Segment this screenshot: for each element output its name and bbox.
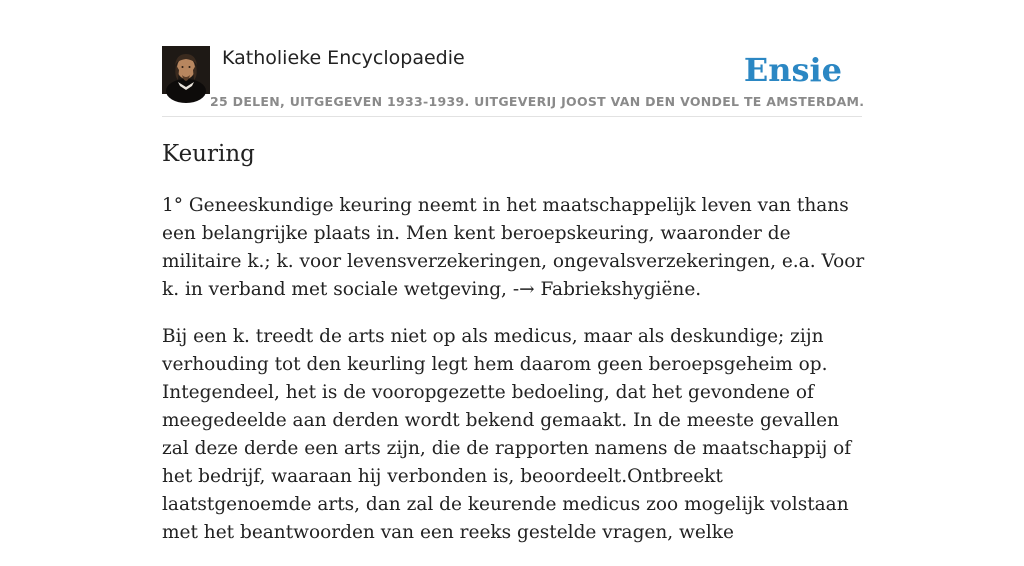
- article-title: Keuring: [162, 141, 255, 167]
- article-body: [162, 192, 866, 566]
- source-title[interactable]: Katholieke Encyclopaedie: [222, 47, 465, 69]
- paragraph-text-end: .: [695, 279, 702, 300]
- source-header: [162, 46, 865, 117]
- portrait-icon[interactable]: [162, 46, 210, 94]
- paragraph-text: 1° Geneeskundige keuring neemt in het maatschappelijk leven van thans een belangrijke plaats in. Men kent beroepskeuring, waaronder de militaire k.; k. voor levensverzekeringen, ongevalsverzekeringen, e.a. Voor k. in verband met sociale wetgeving,: [162, 195, 865, 300]
- cross-reference-link[interactable]: -→ Fabriekshygiëne: [512, 279, 696, 300]
- paragraph: [162, 192, 866, 304]
- paragraph: Bij een k. treedt de arts niet op als medicus, maar als deskundige; zijn verhouding tot den keurling legt hem daarom geen beroepsgeheim op. Integendeel, het is de vooropgezette bedoeling, dat het gevondene of meegedeelde aan derden wordt bekend gemaakt. In de meeste gevallen zal deze derde een arts zijn, die de rapporten namens de maatschappij of het bedrijf, waaraan hij verbonden is, beoordeelt.Ontbreekt laatstgenoemde arts, dan zal de keurende medicus zoo mogelijk volstaan met het beantwoorden van een reeks gestelde vragen, welke: [162, 326, 852, 543]
- ensie-logo[interactable]: Ensie: [743, 51, 842, 89]
- source-subtitle: 25 DELEN, UITGEGEVEN 1933-1939. UITGEVERIJ JOOST VAN DEN VONDEL TE AMSTERDAM.: [210, 94, 865, 109]
